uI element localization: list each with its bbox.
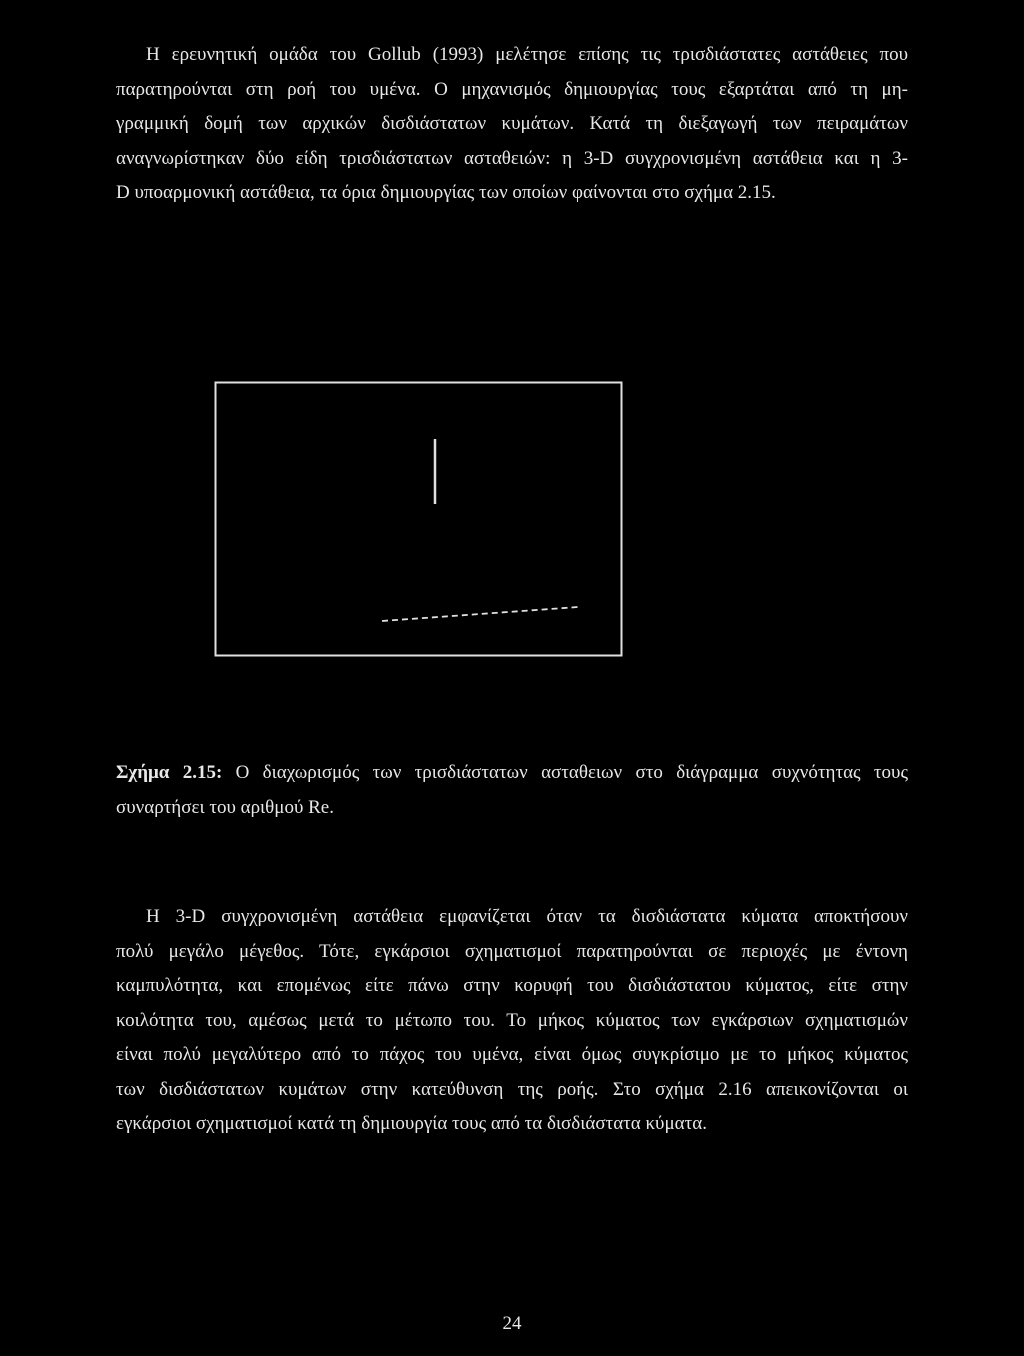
caption-label: Σχήμα 2.15: — [116, 762, 223, 783]
paragraph-2-line: κοιλότητα του, αμέσως μετά το μέτωπο του. Το μήκος κύματος των εγκάρσιων σχηματισμών — [116, 1009, 908, 1031]
paragraph-2-line: των δισδιάστατων κυμάτων στην κατεύθυνση της ροής. Στο σχήμα 2.16 απεικονίζονται οι — [116, 1078, 908, 1100]
figure-dashed-boundary — [382, 607, 578, 621]
caption-text: Ο διαχωρισμός των τρισδιάστατων ασταθειων στο διάγραμμα συχνότητας τους — [222, 762, 908, 783]
paragraph-1 — [116, 38, 908, 211]
paragraph-1-line: γραμμική δομή των αρχικών δισδιάστατων κυμάτων. Κατά τη διεξαγωγή των πειραμάτων — [116, 113, 908, 134]
paragraph-2-line: καμπυλότητα, και επομένως είτε πάνω στην κορυφή του δισδιάστατου κύματος, είτε στην — [116, 975, 908, 996]
paragraph-1-line: αναγνωρίστηκαν δύο είδη τρισδιάστατων ασταθειών: η 3-D συγχρονισμένη αστάθεια και η 3- — [116, 147, 908, 169]
paragraph-2-line: Η 3-D συγχρονισμένη αστάθεια εμφανίζεται όταν τα δισδιάστατα κύματα αποκτήσουν — [146, 906, 908, 927]
figure-2-15 — [214, 381, 624, 657]
paragraph-1-line: D υποαρμονική αστάθεια, τα όρια δημιουργίας των οποίων φαίνονται στο σχήμα 2.15. — [116, 182, 776, 203]
figure-caption — [116, 756, 908, 825]
figure-2-15-graphic — [214, 381, 624, 657]
paragraph-1-line: Η ερευνητική ομάδα του Gollub (1993) μελέτησε επίσης τις τρισδιάστατες αστάθειες που — [146, 44, 908, 65]
paragraph-1-line: παρατηρούνται στη ροή του υμένα. Ο μηχανισμός δημιουργίας τους εξαρτάται από τη μη- — [116, 78, 908, 100]
caption-line-2: συναρτήσει του αριθμού Re. — [116, 796, 334, 818]
page-number: 24 — [502, 1313, 522, 1334]
paragraph-2-line: εγκάρσιοι σχηματισμοί κατά τη δημιουργία τους από τα δισδιάστατα κύματα. — [116, 1113, 707, 1134]
caption-line-1 — [116, 756, 908, 791]
paragraph-2 — [116, 900, 908, 1142]
figure-frame — [216, 383, 622, 656]
paragraph-2-line: είναι πολύ μεγαλύτερο από το πάχος του υμένα, είναι όμως συγκρίσιμο με το μήκος κύματος — [116, 1044, 908, 1065]
paragraph-2-line: πολύ μεγάλο μέγεθος. Τότε, εγκάρσιοι σχηματισμοί παρατηρούνται σε περιοχές με έντονη — [116, 940, 908, 962]
